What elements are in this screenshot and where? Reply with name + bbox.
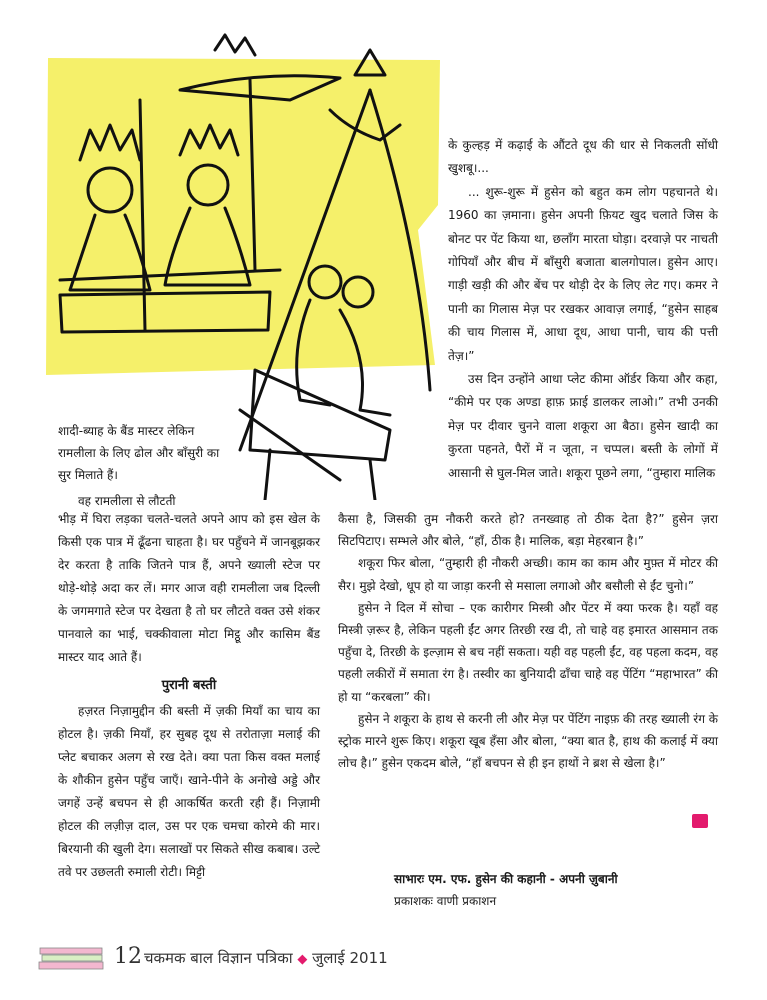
right-column: [338, 508, 718, 774]
paragraph: वह रामलीला से लौटती: [78, 494, 176, 508]
left-column: [58, 508, 320, 884]
credit: [394, 868, 714, 912]
end-mark-icon: [692, 814, 708, 828]
paragraph: शकूरा फिर बोला, “तुम्हारी ही नौकरी अच्छी। काम का काम और मुफ़्त में मोटर की सैर। मुझे देखो, धूप हो या जाड़ा करनी से मसाला लगाओ और बसौली से ईंट चुनो।”: [338, 556, 718, 593]
magazine-name: चकमक बाल विज्ञान पत्रिका: [144, 949, 293, 967]
paragraph: के कुल्हड़ में कढ़ाई के औंटते दूध की धार से निकलती सोंधी खुशबू।...: [448, 138, 718, 176]
left-mid-column: [58, 420, 228, 512]
paragraph: उस दिन उन्होंने आधा प्लेट कीमा ऑर्डर किया और कहा, “कीमे पर एक अण्डा हाफ़ फ्राई डालकर लाओ।” तभी उनकी मेज़ पर दीवार चुनने वाला शकूरा आ बैठा। हुसेन खादी का कुरता पहनते, पैरों में न जूता, न चप्पल। बस्ती के लोगों में आसानी से घुल-मिल जाते। शकूरा पूछने लगा, “तुम्हारा मालिक: [448, 372, 718, 480]
page-number: 12: [114, 944, 142, 969]
publisher-credit: प्रकाशकः वाणी प्रकाशन: [394, 894, 497, 908]
paragraph: हज़रत निज़ामुद्दीन की बस्ती में ज़की मियाँ का चाय का होटल है। ज़की मियाँ, हर सुबह दूध से तरोताज़ा मलाई की प्लेट बचाकर अलग से रख देते। क्या पता किस वक्त मलाई के शौकीन हुसेन पहुँच जाएँ। खाने-पीने के अनोखे अड्डे और जगहें उन्हें बचपन से ही आकर्षित करती रही हैं। निज़ामी होटल की लज़ीज़ दाल, उस पर एक चमचा कोरमे की मार। बिरयानी की खुली देग। सलाखों पर सिकते सीख कबाब। उल्टे तवे पर उछलती रुमाली रोटी। मिट्टी: [58, 704, 320, 879]
paragraph: ... शुरू-शुरू में हुसेन को बहुत कम लोग पहचानते थे। 1960 का ज़माना। हुसेन अपनी फ़ियट खुद चलाते जिस के बोनट पर पेंट किया था, छलाँग मारता घोड़ा। दरवाज़े पर नाचती गोपियाँ और बीच में बाँसुरी बजाता बालगोपाल। हुसेन आए। गाड़ी खड़ी की और बेंच पर थोड़ी देर के लिए लेट गए। कमर ने पानी का गिलास मेज़ पर रखकर आवाज़ लगाई, “हुसेन साहब की चाय गिलास में, आधा दूध, आधा पानी, चाय की पत्ती तेज़।”: [448, 184, 718, 363]
issue-date: जुलाई 2011: [312, 949, 388, 967]
paragraph: भीड़ में घिरा लड़का चलते-चलते अपने आप को इस खेल के किसी एक पात्र में ढूँढना चाहता है। घर पहुँचने में जानबूझकर देर करता है ताकि जितने पात्र हैं, अपने ख्याली स्टेज पर थोड़े-थोड़े अदा कर लें। मगर आज वही रामलीला जब दिल्ली के जगमगाते स्टेज पर देखता है तो घर लौटते वक्त उसे शंकर पानवाले का भाई, चक्कीवाला मोटा मिट्ठू और कासिम बैंड मास्टर याद आते हैं।: [58, 512, 320, 664]
diamond-icon: ◆: [297, 952, 308, 967]
section-heading: पुरानी बस्ती: [161, 678, 217, 693]
top-right-column: [448, 134, 718, 485]
books-icon: [38, 946, 106, 972]
paragraph: कैसा है, जिसकी तुम नौकरी करते हो? तनख्वाह तो ठीक देता है?” हुसेन ज़रा सिटपिटाए। सम्भले और बोले, “हाँ, ठीक है। मालिक, बड़ा मेहरबान है।”: [338, 512, 718, 549]
magazine-info: [144, 948, 388, 968]
paragraph: हुसेन ने दिल में सोचा – एक कारीगर मिस्त्री और पेंटर में क्या फरक है। यहाँ वह मिस्त्री ज़रूर है, लेकिन पहली ईंट अगर तिरछी रख दी, तो चाहे वह इमारत आसमान तक पहुँचा दे, तिरछी के इल्ज़ाम से बच नहीं सकता। यही वह पहली ईंट, वह पहला कदम, वह पहली लकीरों में समाता रंग है। तस्वीर का बुनियादी ढाँचा चाहे वह पेंटिंग “महाभारत” की हो या “करबला” की।: [338, 600, 718, 704]
page-footer: [38, 944, 388, 974]
source-credit: साभारः एम. एफ. हुसेन की कहानी - अपनी ज़ुबानी: [394, 872, 618, 886]
paragraph: शादी-ब्याह के बैंड मास्टर लेकिन रामलीला के लिए ढोल और बाँसुरी का सुर मिलाते हैं।: [58, 424, 220, 482]
paragraph: हुसेन ने शकूरा के हाथ से करनी ली और मेज़ पर पेंटिंग नाइफ़ की तरह ख्याली रंग के स्ट्रोक मारने शुरू किए। शकूरा खूब हँसा और बोला, “क्या बात है, हाथ की कलाई में क्या लोच है।” हुसेन एकदम बोले, “हाँ बचपन से ही इन हाथों ने ब्रश से खेला है।”: [338, 711, 718, 771]
